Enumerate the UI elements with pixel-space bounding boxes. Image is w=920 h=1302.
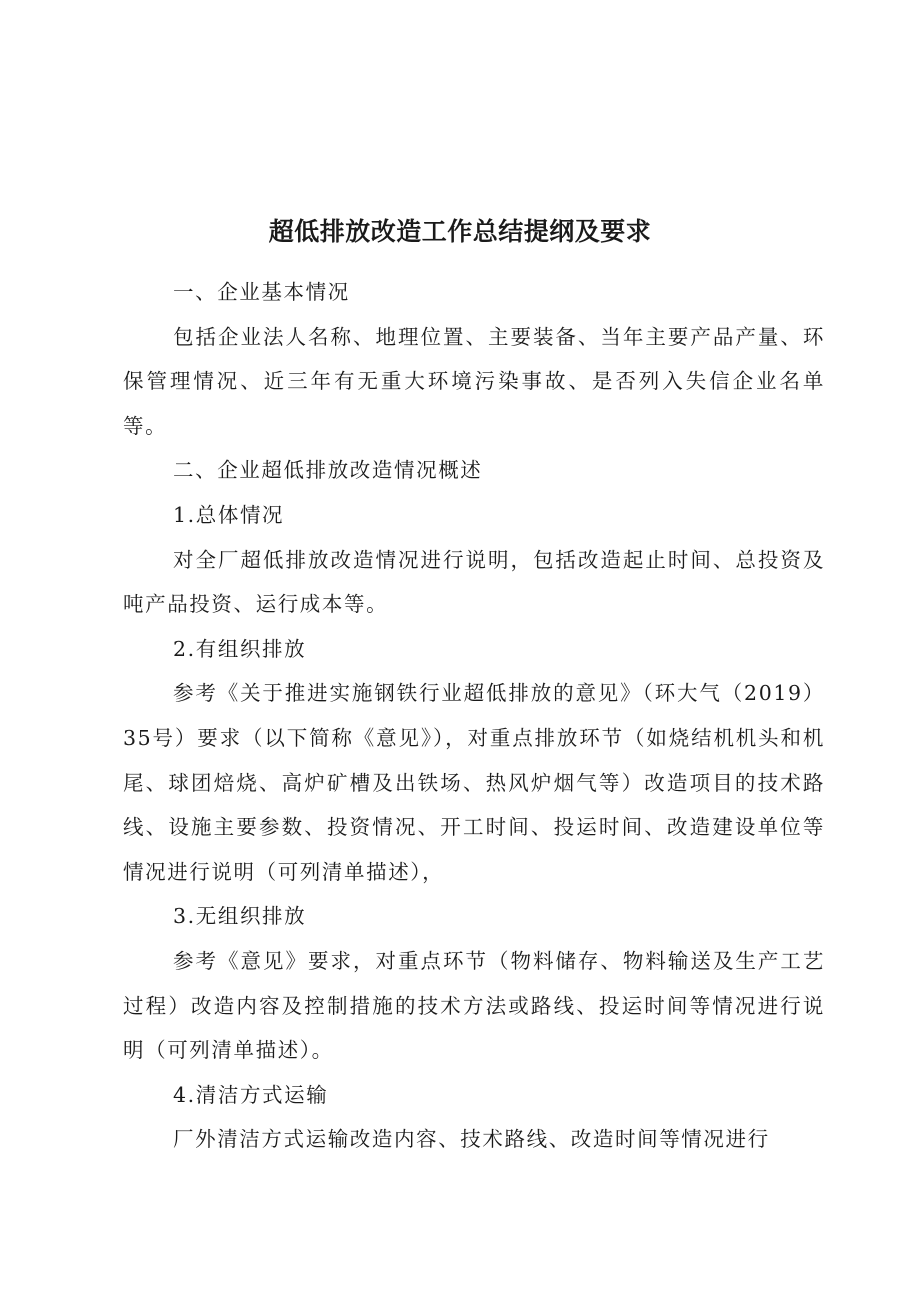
paragraph-clean-transport: 厂外清洁方式运输改造内容、技术路线、改造时间等情况进行	[173, 1127, 770, 1152]
paragraph-basic-info: 包括企业法人名称、地理位置、主要装备、当年主要产品产量、环保管理情况、近三年有无重大环境污染事故、是否列入失信企业名单等。	[123, 324, 825, 438]
subheading-overall: 1.总体情况	[173, 502, 285, 527]
subheading-organized-emission: 2.有组织排放	[173, 636, 307, 661]
section-heading-basic-info: 一、企业基本情况	[173, 280, 350, 304]
document-body	[123, 270, 825, 1162]
subheading-unorganized-emission: 3.无组织排放	[173, 904, 307, 929]
paragraph-overall: 对全厂超低排放改造情况进行说明，包括改造起止时间、总投资及吨产品投资、运行成本等。	[123, 547, 825, 617]
paragraph-unorganized-emission: 参考《意见》要求，对重点环节（物料储存、物料输送及生产工艺过程）改造内容及控制措施的技术方法或路线、投运时间等情况进行说明（可列清单描述）。	[123, 948, 825, 1063]
subheading-clean-transport: 4.清洁方式运输	[173, 1082, 329, 1107]
document-title: 超低排放改造工作总结提纲及要求	[268, 217, 652, 246]
section-heading-overview: 二、企业超低排放改造情况概述	[173, 458, 483, 483]
paragraph-organized-emission: 参考《关于推进实施钢铁行业超低排放的意见》（环大气（2019）35号）要求（以下简称《意见》），对重点排放环节（如烧结机机头和机尾、球团焙烧、高炉矿槽及出铁场、热风炉烟气等）改造项目的技术路线、设施主要参数、投资情况、开工时间、投运时间、改造建设单位等情况进行说明（可列清单描述），	[123, 681, 825, 884]
